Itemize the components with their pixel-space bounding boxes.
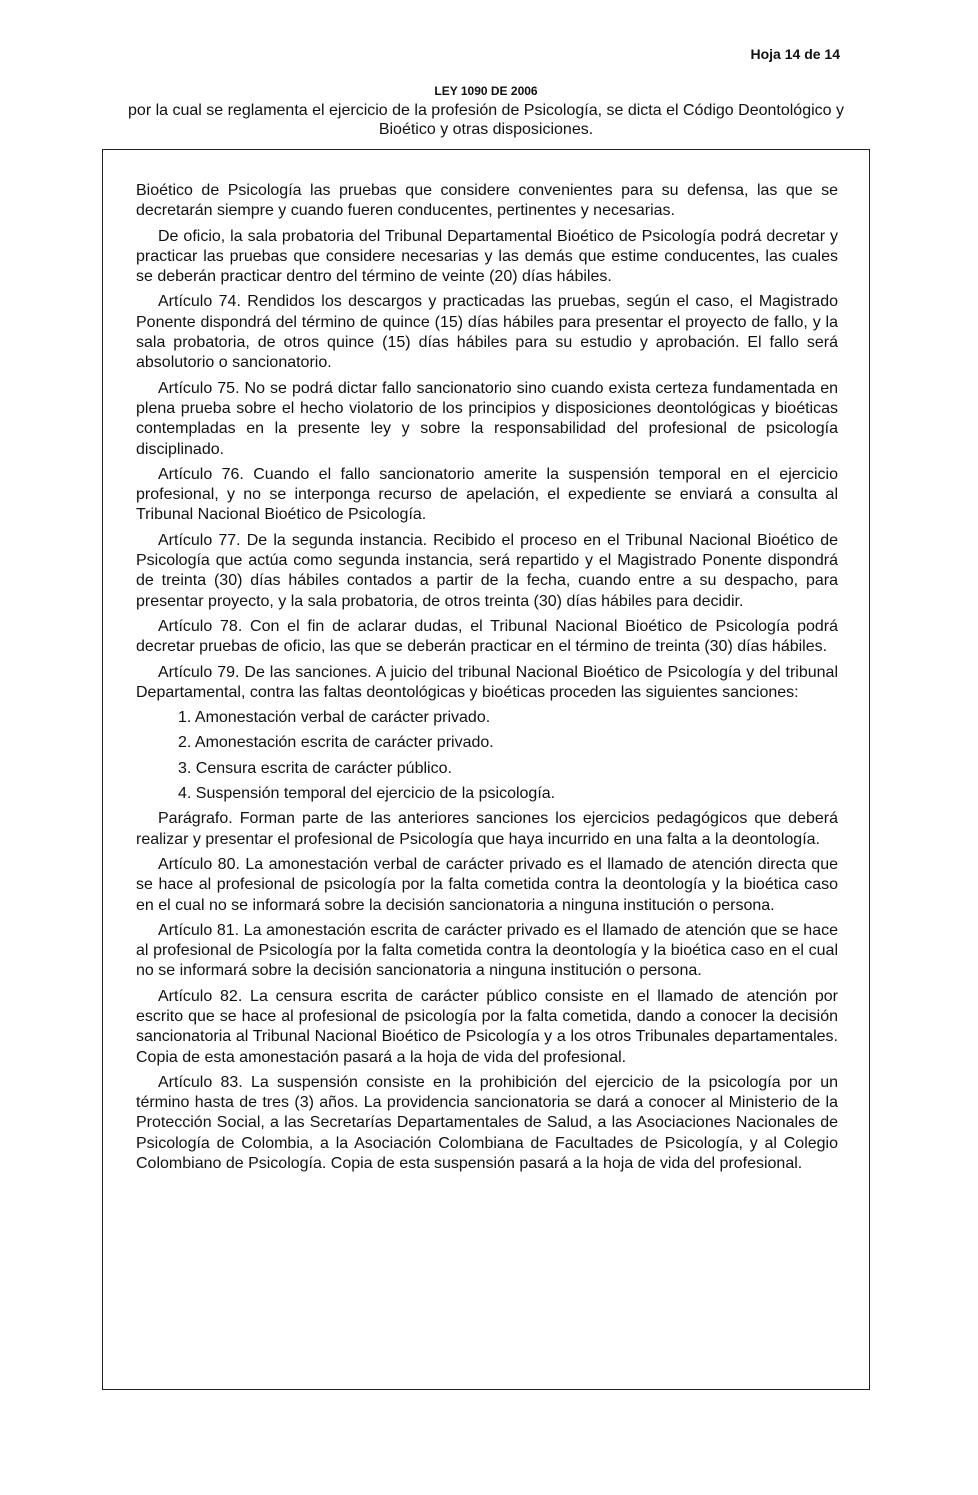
document-body (136, 181, 838, 1179)
page-number: Hoja 14 de 14 (750, 46, 840, 62)
paragraph: Bioético de Psicología las pruebas que considere convenientes para su defensa, las que se decretarán siempre y cuando fueren conducentes, pertinentes y necesarias. (136, 182, 838, 220)
article-74: Artículo 74. Rendidos los descargos y practicadas las pruebas, según el caso, el Magistrado Ponente dispondrá del término de quince (15) días hábiles para presentar el proyecto de fallo, y la sala probatoria, de otros quince (15) días hábiles para su estudio y aprobación. El fallo será absolutorio o sancionatorio. (136, 293, 838, 372)
article-83: Artículo 83. La suspensión consiste en la prohibición del ejercicio de la psicología por un término hasta de tres (3) años. La providencia sancionatoria se dará a conocer al Ministerio de la Protección Social, a las Secretarías Departamentales de Salud, a las Asociaciones Nacionales de Psicología de Colombia, a la Asociación Colombiana de Facultades de Psicología, y al Colegio Colombiano de Psicología. Copia de esta suspensión pasará a la hoja de vida del profesional. (136, 1073, 838, 1173)
paragrafo: Parágrafo. Forman parte de las anteriores sanciones los ejercicios pedagógicos que deberá realizar y presentar el profesional de Psicología que haya incurrido en una falta a la deontología. (136, 810, 838, 848)
article-80: Artículo 80. La amonestación verbal de carácter privado es el llamado de atención directa que se hace al profesional de psicología por la falta cometida contra la deontología y la bioética caso en el cual no se informará sobre la decisión sancionatoria a ninguna institución o persona. (136, 855, 838, 914)
list-item: 2. Amonestación escrita de carácter privado. (178, 734, 494, 752)
article-77: Artículo 77. De la segunda instancia. Recibido el proceso en el Tribunal Nacional Bioético de Psicología que actúa como segunda instancia, será repartido y el Magistrado Ponente dispondrá de treinta (30) días hábiles contados a partir de la fecha, cuando entre a su despacho, para presentar proyecto, y la sala probatoria, de otros treinta (30) días hábiles para decidir. (136, 531, 838, 610)
article-82: Artículo 82. La censura escrita de carácter público consiste en el llamado de atención por escrito que se hace al profesional de psicología por la falta cometida, dando a conocer la decisión sancionatoria al Tribunal Nacional Bioético de Psicología y a los otros Tribunales departamentales. Copia de esta amonestación pasará a la hoja de vida del profesional. (136, 987, 838, 1066)
article-81: Artículo 81. La amonestación escrita de carácter privado es el llamado de atención que se hace al profesional de Psicología por la falta cometida contra la deontología y la bioética caso en el cual no se informará sobre la decisión sancionatoria a ninguna institución o persona. (136, 921, 838, 980)
article-79: Artículo 79. De las sanciones. A juicio del tribunal Nacional Bioético de Psicología y del tribunal Departamental, contra las faltas deontológicas y bioéticas proceden las siguientes sanciones: (136, 663, 838, 701)
article-78: Artículo 78. Con el fin de aclarar dudas, el Tribunal Nacional Bioético de Psicología podrá decretar pruebas de oficio, las que se deberán practicar en el término de treinta (30) días hábiles. (136, 617, 838, 656)
law-subtitle: por la cual se reglamenta el ejercicio de la profesión de Psicología, se dicta el Código Deontológico y Bioético y otras disposiciones. (128, 102, 844, 138)
list-item: 1. Amonestación verbal de carácter privado. (178, 709, 491, 727)
law-title: LEY 1090 DE 2006 (434, 84, 538, 98)
article-75: Artículo 75. No se podrá dictar fallo sancionatorio sino cuando exista certeza fundamentada en plena prueba sobre el hecho violatorio de los principios y disposiciones deontológicas y bioéticas contempladas en la presente ley y sobre la responsabilidad del profesional de psicología disciplinado. (136, 379, 838, 458)
paragraph: De oficio, la sala probatoria del Tribunal Departamental Bioético de Psicología podrá decretar y practicar las pruebas que considere necesarias y las demás que estime conducentes, las cuales se deberán practicar dentro del término de veinte (20) días hábiles. (136, 227, 838, 286)
document-header (100, 84, 872, 139)
article-76: Artículo 76. Cuando el fallo sancionatorio amerite la suspensión temporal en el ejercicio profesional, y no se interponga recurso de apelación, el expediente se enviará a consulta al Tribunal Nacional Bioético de Psicología. (136, 465, 838, 524)
list-item: 4. Suspensión temporal del ejercicio de la psicología. (178, 785, 556, 803)
list-item: 3. Censura escrita de carácter público. (178, 759, 452, 777)
